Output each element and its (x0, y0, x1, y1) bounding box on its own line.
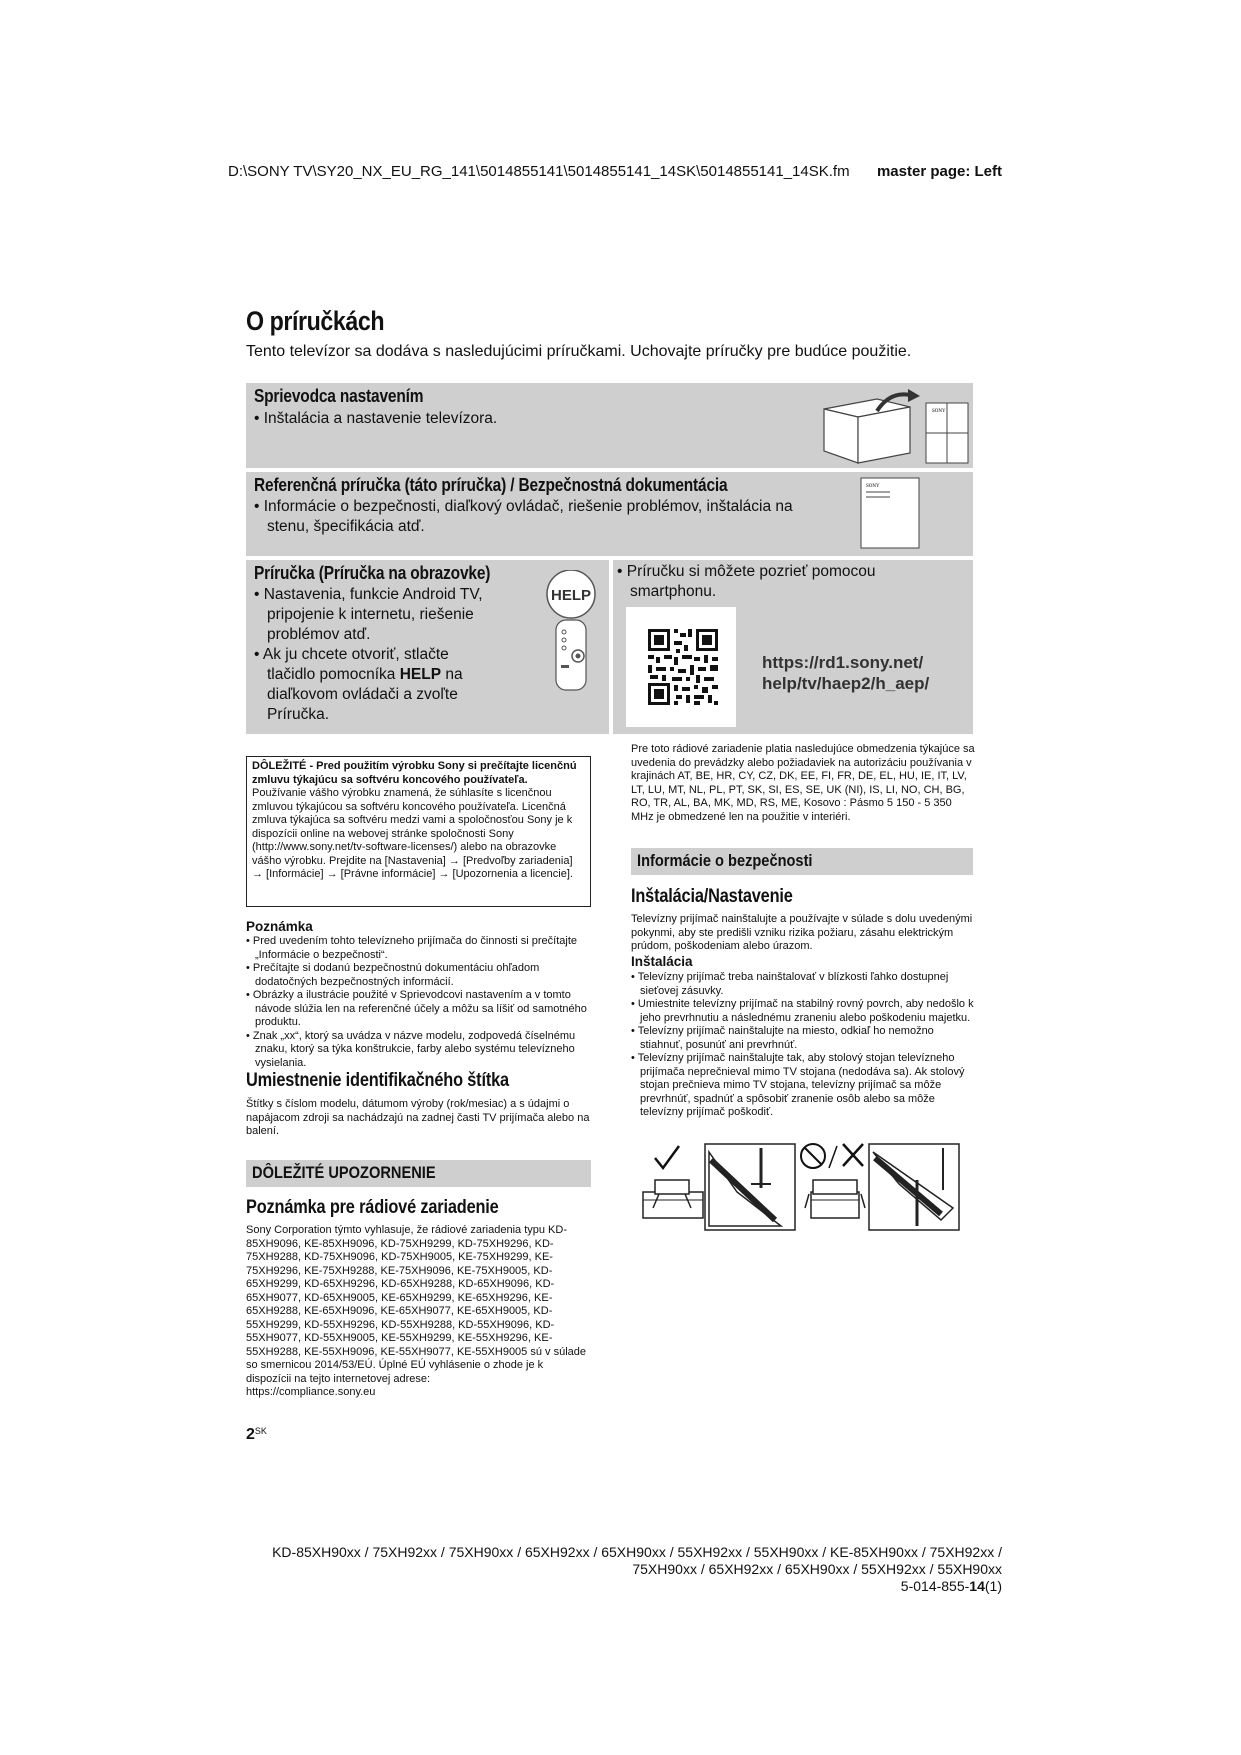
install-item: • Televízny prijímač nainštalujte na miesto, odkiaľ ho nemožno stiahnuť, posunúť ani prevrhnúť. (631, 1025, 976, 1052)
important-warning-bar (246, 1160, 591, 1187)
qr-code (626, 607, 736, 727)
model-list-footer: KD-85XH90xx / 75XH92xx / 75XH90xx / 65XH92xx / 65XH90xx / 55XH92xx / 55XH90xx / KE-85XH90xx / 75XH92xx / 75XH90xx / 65XH92xx / 65XH90xx / 55XH92xx / 55XH90xx 5-014-855-14(1) (102, 1544, 1002, 1595)
label-location-text: Štítky s číslom modelu, dátumom výroby (rok/mesiac) a s údajmi o napájacom zdroji sa nachádzajú na zadnej časti TV prijímača alebo na balení. (246, 1098, 590, 1137)
smartphone-guide-item: • Príručku si môžete pozrieť pomocou smartphonu. (617, 562, 917, 602)
install-item: • Televízny prijímač treba nainštalovať v blízkosti ľahko dostupnej sieťovej zásuvky. (631, 971, 976, 998)
page-title: O príručkách (246, 306, 385, 336)
help-guide-item-2: • Ak ju chcete otvoriť, stlačte tlačidlo pomocníka HELP na diaľkovom ovládači a zvoľte Príručka. (254, 645, 499, 725)
important-warning-label: DÔLEŽITÉ UPOZORNENIE (252, 1163, 436, 1182)
compliance-link[interactable]: https://compliance.sony.eu (246, 1386, 376, 1398)
install-item: • Televízny prijímač nainštalujte tak, aby stolový stojan televízneho prijímača neprečnieval mimo TV stojana (nedodáva sa). Ak stolový stojan prečnieva mimo TV stojana, televízny prijímač sa môže prevrhnúť, spadnúť a spôsobiť zranenie osôb alebo sa môže televízny prijímač poškodiť. (631, 1052, 976, 1120)
note-item: • Obrázky a ilustrácie použité v Sprievodcovi nastavením a v tomto návode slúžia len na referenčné účely a môžu sa líšiť od samotného produktu. (246, 989, 591, 1030)
reference-manual-brand: SONY (866, 484, 880, 489)
help-guide-heading: Príručka (Príručka na obrazovke) (254, 563, 491, 583)
file-path: D:\SONY TV\SY20_NX_EU_RG_141\5014855141\5014855141_14SK\5014855141_14SK.fm (228, 163, 850, 180)
reference-manual-icon (860, 477, 922, 551)
label-location-heading: Umiestnenie identifikačného štítka (246, 1070, 509, 1091)
prohibited-icon (801, 1144, 837, 1168)
setup-guide-brand: SONY (932, 409, 946, 414)
incorrect-cross-icon (843, 1144, 863, 1166)
document-code: 5-014-855-14(1) (900, 1578, 1002, 1594)
incorrect-detail-zoom (869, 1144, 959, 1230)
remote-help-icon (544, 570, 600, 694)
install-item: • Umiestnite televízny prijímač na stabilný rovný povrch, aby nedošlo k jeho prevrhnutiu a následnému zraneniu alebo poškodeniu majetku. (631, 998, 976, 1025)
safety-info-bar (631, 848, 973, 875)
correct-placement-figure (643, 1180, 703, 1218)
radio-note-text: Sony Corporation týmto vyhlasuje, že rádiové zariadenia typu KD-85XH9096, KE-85XH9096, KD-75XH9299, KD-75XH9296, KD-75XH9288, KD-75XH9096, KD-75XH9005, KE-75XH9299, KE-75XH9296, KE-75XH9288, KE-75XH9096, KE-75XH9005, KD-65XH9299, KD-65XH9296, KD-65XH9288, KD-65XH9096, KD-65XH9077, KD-65XH9005, KE-65XH9299, KE-65XH9296, KE-65XH9288, KE-65XH9096, KE-65XH9077, KE-65XH9005, KD-55XH9299, KD-55XH9296, KD-55XH9288, KD-55XH9096, KD-55XH9077, KD-55XH9005, KE-55XH9299, KE-55XH9296, KE-55XH9288, KE-55XH9096, KE-55XH9077, KE-55XH9005 sú v súlade so smernicou 2014/53/EÚ. Úplné EÚ vyhlásenie o zhode je k dispozícii na tejto internetovej adrese: https://compliance.sony.eu (246, 1224, 586, 1398)
install-intro: Televízny prijímač nainštalujte a používajte v súlade s dolu uvedenými pokynmi, aby ste predišli vzniku rizika požiaru, zásahu elektrickým prúdom, poškodeniam alebo úrazom. (631, 913, 973, 952)
note-item: • Prečítajte si dodanú bezpečnostnú dokumentáciu ohľadom dodatočných bezpečnostných informácií. (246, 962, 591, 989)
note-item: • Znak „xx“, ktorý sa uvádza v názve modelu, zodpovedá číselnému znaku, ktorý sa týka konštrukcie, farby alebo systému televízneho vysielania. (246, 1030, 591, 1071)
note-heading: Poznámka (246, 919, 313, 934)
safety-info-label: Informácie o bezpečnosti (637, 851, 813, 870)
setup-guide-box (246, 383, 973, 468)
box-and-guide-icon (822, 389, 972, 465)
radio-restriction-text: Pre toto rádiové zariadenie platia nasledujúce obmedzenia týkajúce sa uvedenia do prevádzky alebo požiadaviek na autorizáciu používania v krajinách AT, BE, HR, CY, CZ, DK, EE, FI, FR, DE, EL, HU, IE, IT, LV, LT, LU, MT, NL, PL, PT, SK, SI, ES, SE, UK (NI), IS, LI, NO, CH, BG, RO, TR, AL, BA, MK, MD, RS, ME, Kosovo : Pásmo 5 150 - 5 350 MHz je obmedzené len na použitie v interiéri. (631, 743, 975, 823)
license-notice-bold: DÔLEŽITÉ - Pred použitím výrobku Sony si prečítajte licenčnú zmluvu týkajúcu sa softvéru koncového používateľa. (252, 760, 577, 786)
help-guide-box (246, 560, 609, 734)
page-number: $2^{SK}$ (246, 1426, 267, 1443)
license-notice-box (246, 756, 591, 907)
setup-guide-item: • Inštalácia a nastavenie televízora. (254, 409, 497, 429)
note-section (246, 919, 591, 1070)
install-list (631, 971, 976, 1120)
intro-text: Tento televízor sa dodáva s nasledujúcimi príručkami. Uchovajte príručky pre budúce použitie. (246, 343, 912, 360)
correct-check-icon (655, 1146, 679, 1168)
radio-note-heading: Poznámka pre rádiové zariadenie (246, 1197, 499, 1218)
tv-stand-illustration (641, 1140, 961, 1232)
note-item: • Pred uvedením tohto televízneho prijímača do činnosti si prečítajte „Informácie o bezpečnosti“. (246, 935, 591, 962)
help-guide-item-1: • Nastavenia, funkcie Android TV, pripojenie k internetu, riešenie problémov atď. (254, 585, 499, 645)
correct-detail-zoom (705, 1144, 795, 1230)
help-button-label: HELP (550, 587, 592, 604)
master-page-label: master page: Left (876, 163, 1002, 180)
setup-guide-heading: Sprievodca nastavením (254, 386, 424, 406)
install-heading: Inštalácia/Nastavenie (631, 886, 793, 907)
reference-guide-heading: Referenčná príručka (táto príručka) / Bezpečnostná dokumentácia (254, 475, 728, 495)
smartphone-guide-box (613, 560, 973, 734)
install-subheading: Inštalácia (631, 954, 693, 969)
reference-guide-box (246, 472, 973, 556)
help-url[interactable]: https://rd1.sony.net/ help/tv/haep2/h_aep/ (762, 653, 930, 693)
reference-guide-item: • Informácie o bezpečnosti, diaľkový ovládač, riešenie problémov, inštalácia na stenu, špecifikácia atď. (254, 497, 814, 537)
license-notice-text: Používanie vášho výrobku znamená, že súhlasíte s licenčnou zmluvou týkajúcou sa softvéru koncového používateľa. Licenčná zmluva týkajúca sa softvéru medzi vami a spoločnosťou Sony je k dispozícii online na webovej stránke spoločnosti Sony (http://www.sony.net/tv-software-licenses/) alebo na obrazovke vášho výrobku. Prejdite na [Nastavenia] → [Predvoľby zariadenia] → [Informácie] → [Právne informácie] → [Upozornenia a licencie]. (252, 787, 573, 880)
incorrect-placement-figure (805, 1180, 865, 1218)
